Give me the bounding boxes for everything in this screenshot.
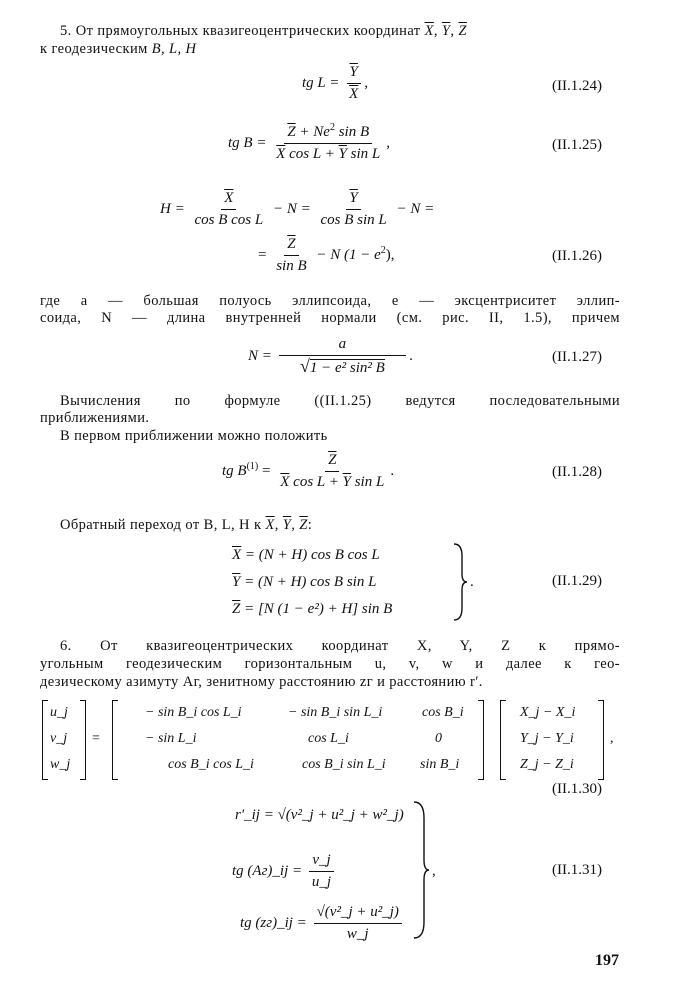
para-calc-line1: Вычисления по формуле ((II.1.25) ведутся последовательными (60, 393, 620, 409)
matrix-cell: − sin L_i (145, 731, 197, 746)
matrix-cell: cos B_i sin L_i (302, 757, 386, 772)
eq-25-number: (II.1.25) (552, 137, 602, 153)
coord-y: $\overline{Y}$ (441, 23, 451, 39)
eq-31-number: (II.1.31) (552, 862, 602, 878)
section6-line2: угольным геодезическим горизонтальным u, v, w и далее к гео- (40, 656, 620, 672)
eq-26-line1: H = $\frac{\overline{X}}{\text{cos B cos L}}$ − N = $\frac{\overline{Y}}{\text{cos B sin L}}$ − N = (160, 190, 435, 228)
eq-28-number: (II.1.28) (552, 464, 602, 480)
eq-29-row1: $\overline{X} = (N + H)$ cos B cos L (232, 547, 380, 563)
section5-line2: к геодезическим B, L, H (40, 41, 197, 57)
para-reverse: Обратный переход от B, L, H к $\overline{X}$, $\overline{Y}$, $\overline{Z}$: (60, 517, 313, 533)
eq-30-matrix-bracket-left (112, 700, 118, 780)
eq-29-number: (II.1.29) (552, 573, 602, 589)
matrix-cell: − sin B_i sin L_i (288, 705, 383, 720)
page-number: 197 (595, 952, 619, 969)
eq-24: tg L = $\frac{\overline{Y}}{X}$ , (302, 64, 369, 102)
matrix-cell: 0 (435, 731, 442, 746)
eq-31-r: r′_ij = √(v²_j + u²_j + w²_j) (235, 807, 404, 823)
eq-30-equals: = (92, 731, 100, 746)
eq-30-rhs-1: Y_j − Y_i (520, 731, 574, 746)
eq-26-line2: = $\frac{\overline{Z}}{\text{sin B}}$ − N $(1 - e^2)$, (258, 236, 395, 274)
coord-z: $\overline{Z}$ (458, 23, 467, 39)
eq-29-brace (452, 542, 468, 622)
eq-30-tail: , (610, 731, 614, 746)
eq-30-lhs-0: u_j (50, 705, 68, 720)
matrix-cell: cos B_i (422, 705, 464, 720)
eq-30-rhs-0: X_j − X_i (520, 705, 576, 720)
eq-25-fraction: $\frac{\overline{Z} + Ne^2 \sin B}{\overline{X} \cos L + \overline{Y} \sin L}$ (276, 122, 381, 162)
eq-24-number: (II.1.24) (552, 78, 602, 94)
eq-30-lhs-2: w_j (50, 757, 71, 772)
eq-30-rhs-bracket-right (598, 700, 604, 780)
coord-x: $\overline{X}$ (424, 23, 434, 39)
eq-30-lhs-bracket-right (80, 700, 86, 780)
eq-31-azimuth: tg (Aг)_ij = $\frac{v\_j}{u\_j}$ (232, 852, 337, 891)
para-calc-line3: В первом приближении можно положить (60, 428, 328, 444)
eq-30-number: (II.1.30) (552, 781, 602, 797)
section5-line1: 5. От прямоугольных квазигеоцентрических координат $\overline{X}$, $\overline{Y}$, $\overline{Z}$ (60, 23, 467, 39)
eq-30-matrix-bracket-right (478, 700, 484, 780)
eq-27: N = $\frac{a}{\text{√1 − e² sin² B}}$ . (248, 336, 413, 376)
para-where-line2: соида, N — длина внутренней нормали (см. рис. II, 1.5), причем (40, 310, 620, 326)
eq-31-brace (412, 800, 430, 940)
eq-30-rhs-2: Z_j − Z_i (520, 757, 574, 772)
matrix-cell: sin B_i (420, 757, 460, 772)
section6-line3: дезическому азимуту Aг, зенитному расстоянию zг и расстоянию r′. (40, 674, 483, 690)
eq-30-rhs-bracket-left (500, 700, 506, 780)
eq-31-tail: , (432, 863, 436, 879)
eq-25: tg B = $\frac{\overline{Z} + Ne^2 \sin B}{\overline{X} \cos L + \overline{Y} \sin L}$ , (228, 122, 391, 162)
eq-24-fraction: $\frac{\overline{Y}}{X}$ (346, 64, 361, 103)
eq-29-row2: $\overline{Y} = (N + H)$ cos B sin L (232, 574, 377, 590)
eq-29-tail: . (470, 574, 474, 590)
eq-30-lhs-1: v_j (50, 731, 68, 746)
eq-30-lhs-bracket-left (42, 700, 48, 780)
para-where-line1: где a — большая полуось эллипсоида, e — эксцентриситет эллип- (40, 293, 620, 309)
eq-27-number: (II.1.27) (552, 349, 602, 365)
section5-text: 5. От прямоугольных квазигеоцентрических координат (60, 23, 421, 39)
eq-31-zenith: tg (zг)_ij = $\frac{\text{√(v²\_j + u²\_j)}}{w\_j}$ (240, 904, 405, 943)
matrix-cell: cos L_i (308, 731, 349, 746)
eq-29-row3: $\overline{Z} = [N$ (1 − e²) + H] sin B (232, 601, 393, 617)
section6-line1: 6. От квазигеоцентрических координат X, Y, Z к прямо- (60, 638, 620, 654)
eq-28: tg $B^{(1)}$ = $\frac{\overline{Z}}{\overline{X} \cos L + \overline{Y} \sin L}$ . (222, 452, 395, 490)
matrix-cell: cos B_i cos L_i (168, 757, 254, 772)
eq-26-number: (II.1.26) (552, 248, 602, 264)
para-calc-line2: приближениями. (40, 410, 150, 426)
matrix-cell: − sin B_i cos L_i (145, 705, 242, 720)
